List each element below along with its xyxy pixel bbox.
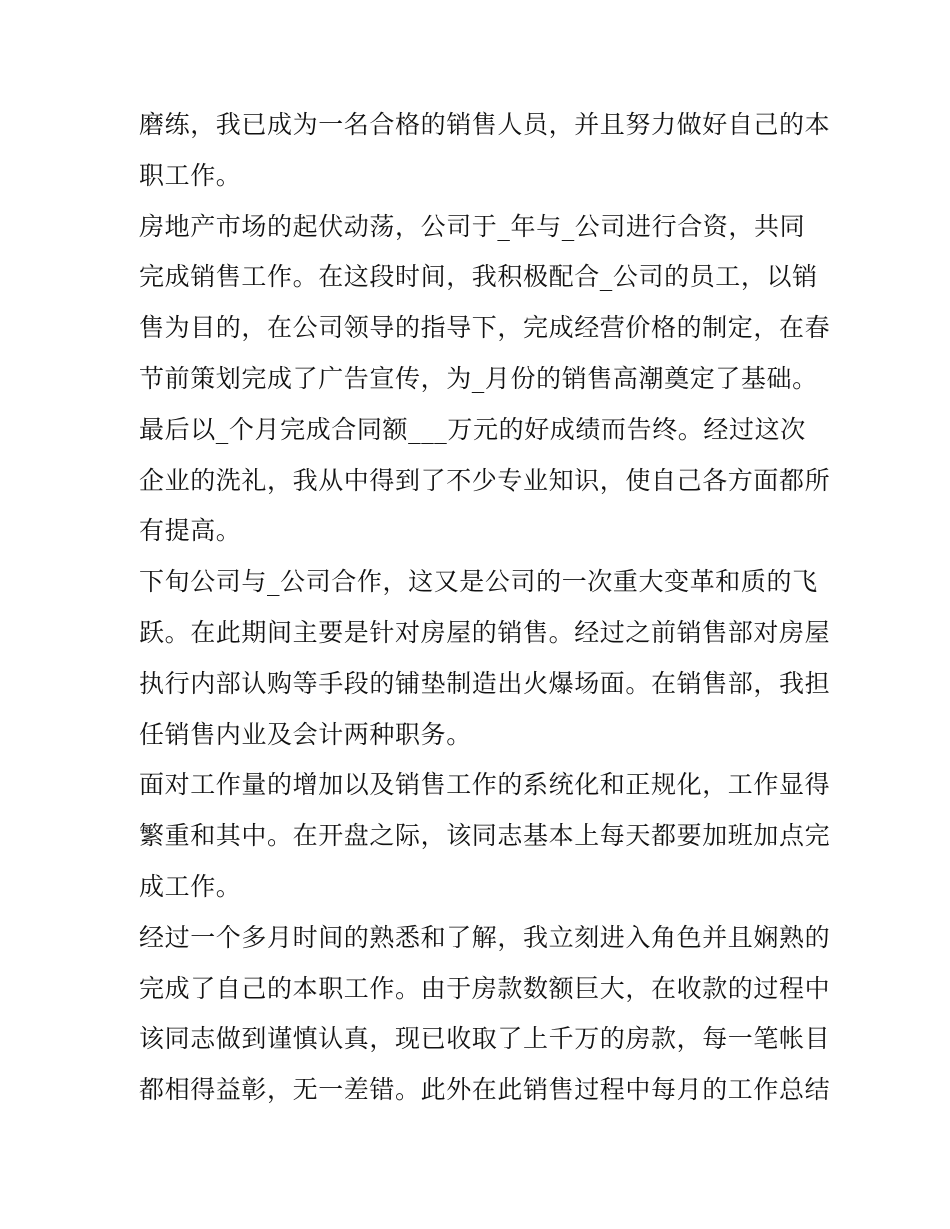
text-line: 房地产市场的起伏动荡，公司于_年与_公司进行合资，共同	[139, 211, 806, 241]
text-line: 节前策划完成了广告宣传，为_月份的销售高潮奠定了基础。	[139, 363, 818, 393]
body-text	[139, 100, 831, 1116]
text-line: 下旬公司与_公司合作，这又是公司的一次重大变革和质的飞	[139, 567, 818, 597]
text-line: 最后以_个月完成合同额___万元的好成绩而告终。经过这次	[139, 414, 806, 444]
text-line: 任销售内业及会计两种职务。	[139, 719, 472, 749]
text-line: 都相得益彰，无一差错。此外在此销售过程中每月的工作总结	[139, 1075, 831, 1105]
text-line: 面对工作量的增加以及销售工作的系统化和正规化，工作显得	[139, 770, 831, 800]
text-line: 成工作。	[139, 871, 242, 901]
text-line: 售为目的，在公司领导的指导下，完成经营价格的制定，在春	[139, 313, 831, 343]
text-line: 完成销售工作。在这段时间，我积极配合_公司的员工，以销	[139, 262, 818, 292]
text-line: 跃。在此期间主要是针对房屋的销售。经过之前销售部对房屋	[139, 617, 831, 647]
text-line: 经过一个多月时间的熟悉和了解，我立刻进入角色并且娴熟的	[139, 922, 831, 952]
text-line: 执行内部认购等手段的铺垫制造出火爆场面。在销售部，我担	[139, 668, 831, 698]
text-line: 磨练，我已成为一名合格的销售人员，并且努力做好自己的本	[139, 110, 831, 139]
text-line: 完成了自己的本职工作。由于房款数额巨大，在收款的过程中	[139, 973, 831, 1003]
text-line: 有提高。	[139, 516, 242, 546]
text-line: 繁重和其中。在开盘之际，该同志基本上每天都要加班加点完	[139, 821, 831, 851]
text-line: 职工作。	[139, 160, 242, 190]
text-line: 该同志做到谨慎认真，现已收取了上千万的房款，每一笔帐目	[139, 1024, 831, 1054]
text-line: 企业的洗礼，我从中得到了不少专业知识，使自己各方面都所	[139, 465, 831, 495]
